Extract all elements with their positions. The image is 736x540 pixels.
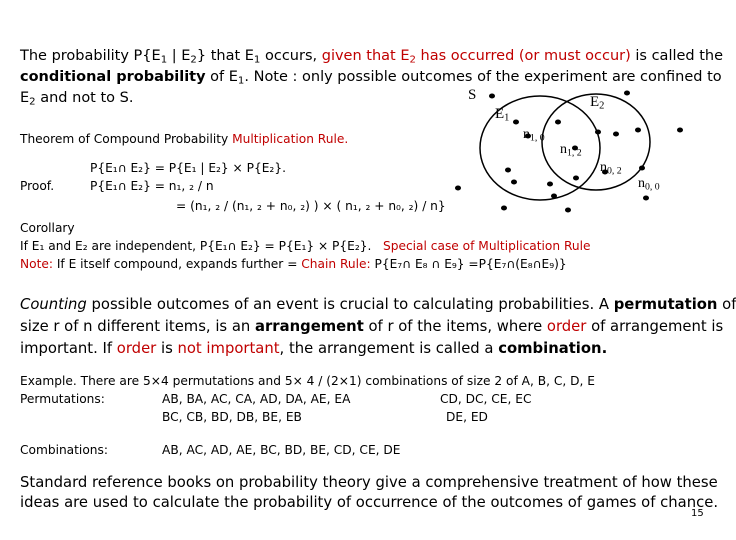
permutations-row-1: AB, BA, AC, CA, AD, DA, AE, EA xyxy=(162,392,351,406)
permutations-row-2: BC, CB, BD, DB, BE, EB xyxy=(162,410,302,424)
label-n02: $n_{0, 2}$ xyxy=(600,160,622,177)
example-intro: Example. There are 5×4 permutations and 5× 4 / (2×1) combinations of size 2 of A, B, C, D, E xyxy=(20,374,595,388)
corollary-line-1: If E₁ and E₂ are independent, P{E₁∩ E₂} = P{E₁} × P{E₂}. Special case of Multiplication Rule xyxy=(20,239,591,253)
label-e1: $E_1$ xyxy=(495,106,510,124)
venn-diagram xyxy=(430,80,720,240)
corollary-title: Corollary xyxy=(20,221,75,235)
combinations-label: Combinations: xyxy=(20,443,108,457)
proof-label: Proof. xyxy=(20,179,55,193)
proof-line-3: = (n₁, ₂ / (n₁, ₂ + n₀, ₂) ) × ( n₁, ₂ + n₀, ₂) / n} xyxy=(176,199,446,213)
footer-line-1: Standard reference books on probability theory give a comprehensive treatment of how these xyxy=(20,474,718,491)
permutations-row-1b: CD, DC, CE, EC xyxy=(440,392,532,406)
label-s: S xyxy=(468,87,477,103)
intro-line-1: The probability $P\{E_1$ | $E_2$} that $E_1$ occurs, given that $E_2$ has occurred (or must occur) is called the xyxy=(20,48,724,66)
label-e2: $E_2$ xyxy=(590,94,605,112)
counting-line-2: size r of n different items, is an arrangement of r of the items, where order of arrangement is xyxy=(20,318,724,335)
label-n00: $n_{0, 0}$ xyxy=(638,176,660,193)
footer-line-2: ideas are used to calculate the probability of occurrence of the outcomes of games of chance. xyxy=(20,494,719,511)
corollary-line-2: Note: If E itself compound, expands further = Chain Rule: P{E₇∩ E₈ ∩ E₉} =P{E₇∩(E₈∩E₉)} xyxy=(20,257,567,271)
intro-line-2: conditional probability of $E_1$. Note : only possible outcomes of the experiment are confined to xyxy=(20,69,722,87)
permutations-label: Permutations: xyxy=(20,392,105,406)
intro-line-3: $E_2$ and not to S. xyxy=(20,90,134,108)
proof-line-2: P{E₁∩ E₂} = n₁, ₂ / n xyxy=(90,179,214,193)
permutations-row-2b: DE, ED xyxy=(446,410,488,424)
page-number: 15 xyxy=(691,508,704,519)
proof-line-1: P{E₁∩ E₂} = P{E₁ | E₂} × P{E₂}. xyxy=(90,161,286,175)
counting-line-1: Counting possible outcomes of an event is crucial to calculating probabilities. A permutation of xyxy=(20,296,736,313)
counting-line-3: important. If order is not important, the arrangement is called a combination. xyxy=(20,340,608,357)
combinations-row: AB, AC, AD, AE, BC, BD, BE, CD, CE, DE xyxy=(162,443,401,457)
label-n10: $n_{1, 0}$ xyxy=(523,127,545,144)
label-n12: $n_{1, 2}$ xyxy=(560,142,582,159)
theorem-heading: Theorem of Compound Probability Multiplication Rule. xyxy=(20,132,349,146)
